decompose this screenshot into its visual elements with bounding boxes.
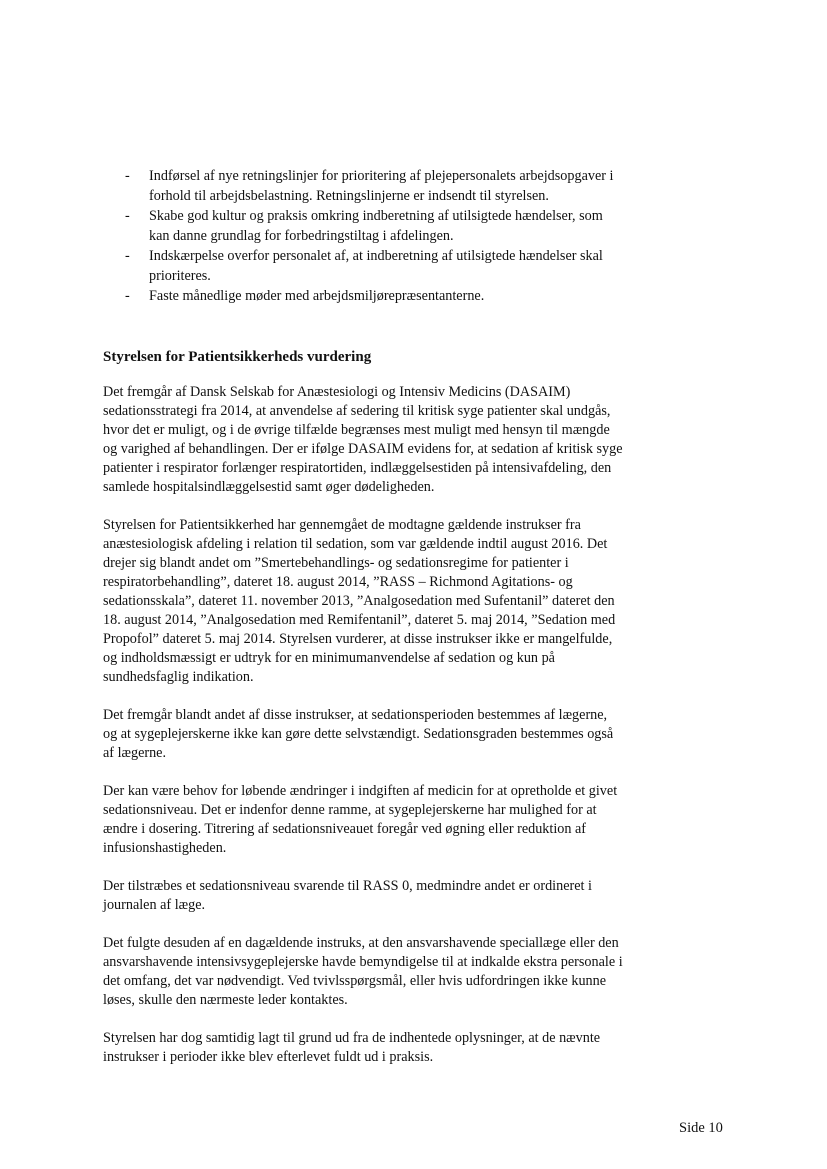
bullet-text: Faste månedlige møder med arbejdsmiljørepræsentanterne. xyxy=(149,288,485,304)
bullet-list xyxy=(103,166,623,306)
bullet-dash: - xyxy=(125,248,130,264)
paragraph-sedation-period: Det fremgår blandt andet af disse instrukser, at sedationsperioden bestemmes af lægerne, og at sygeplejerskerne ikke kan gøre dette selvstændigt. Sedationsgraden bestemmes også af lægerne. xyxy=(103,707,614,761)
section-heading: Styrelsen for Patientsikkerheds vurdering xyxy=(103,349,372,365)
list-item xyxy=(103,206,623,246)
list-item xyxy=(103,286,623,306)
bullet-text: Skabe god kultur og praksis omkring indberetning af utilsigtede hændelser, som kan danne grundlag for forbedringstiltag i afdelingen. xyxy=(149,208,603,244)
paragraph-dasaim-strategy: Det fremgår af Dansk Selskab for Anæstesiologi og Intensiv Medicins (DASAIM) sedationsstrategi fra 2014, at anvendelse af sedering til kritisk syge patienter skal undgås, hvor det er muligt, og i de øvrige tilfælde begrænses mest muligt med hensyn til mængde og varighed af behandlingen. Der er ifølge DASAIM evidens for, at sedation af kritisk syge patienter i respirator forlænger respiratortiden, indlæggelsestiden på intensivafdeling, den samlede hospitalsindlæggelsestid samt øger dødeligheden. xyxy=(103,384,623,495)
bullet-text: Indførsel af nye retningslinjer for prioritering af plejepersonalets arbejdsopgaver i forhold til arbejdsbelastning. Retningslinjerne er indsendt til styrelsen. xyxy=(149,168,614,204)
page-number: Side 10 xyxy=(679,1120,723,1136)
paragraph-practice-compliance: Styrelsen har dog samtidig lagt til grund ud fra de indhentede oplysninger, at de nævnte instrukser i perioder ikke blev efterlevet fuldt ud i praksis. xyxy=(103,1030,601,1065)
paragraph-staffing-authority: Det fulgte desuden af en dagældende instruks, at den ansvarshavende speciallæge eller den ansvarshavende intensivsygeplejerske havde bemyndigelse til at indkalde ekstra personale i det omfang, det var nødvendigt. Ved tvivlsspørgsmål, eller hvis udfordringen ikke kunne løses, skulle den nærmeste leder kontaktes. xyxy=(103,935,623,1008)
list-item xyxy=(103,246,623,286)
paragraph-dosing-changes: Der kan være behov for løbende ændringer i indgiften af medicin for at opretholde et givet sedationsniveau. Det er indenfor denne ramme, at sygeplejerskerne har mulighed for at ændre i dosering. Titrering af sedationsniveauet foregår ved øgning eller reduktion af infusionshastigheden. xyxy=(103,783,618,856)
paragraph-instructions-review: Styrelsen for Patientsikkerhed har gennemgået de modtagne gældende instrukser fra anæstesiologisk afdeling i relation til sedation, som var gældende indtil august 2016. Det drejer sig blandt andet om ”Smertebehandlings- og sedationsregime for patienter i respiratorbehandling”, dateret 18. august 2014, ”RASS – Richmond Agitations- og sedationsskala”, dateret 11. november 2013, ”Analgosedation med Sufentanil” dateret den 18. august 2014, ”Analgosedation med Remifentanil”, dateret 5. maj 2014, ”Sedation med Propofol” dateret 5. maj 2014. Styrelsen vurderer, at disse instrukser ikke er mangelfulde, og indholdsmæssigt er udtryk for en minimumanvendelse af sedation og kun på sundhedsfaglig indikation. xyxy=(103,517,616,685)
list-item xyxy=(103,166,623,206)
bullet-dash: - xyxy=(125,208,130,224)
bullet-text: Indskærpelse overfor personalet af, at indberetning af utilsigtede hændelser skal prioriteres. xyxy=(149,248,603,284)
bullet-dash: - xyxy=(125,288,130,304)
paragraph-rass-target: Der tilstræbes et sedationsniveau svarende til RASS 0, medmindre andet er ordineret i journalen af læge. xyxy=(103,878,592,913)
section-body xyxy=(103,383,623,1086)
bullet-dash: - xyxy=(125,168,130,184)
